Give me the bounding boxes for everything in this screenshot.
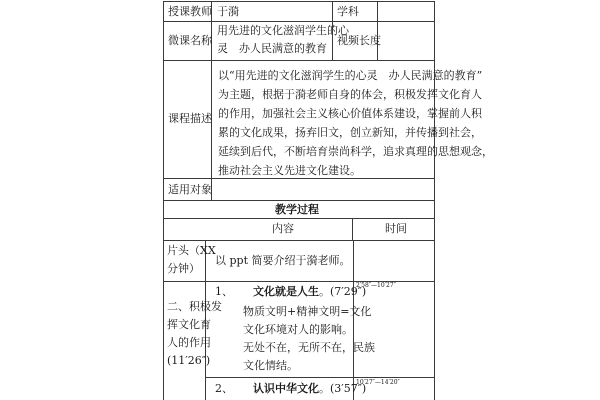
course-name-line1: 用先进的文化滋润学生的心 (217, 24, 349, 37)
item1-time: 2′58″—10′27″ (356, 282, 396, 289)
process-title: 教学过程 (275, 203, 319, 216)
opening-content: 以 ppt 简要介绍于漪老师。 (215, 254, 351, 267)
description-line: 推动社会主义先进文化建设。 (218, 164, 361, 177)
section2-label-line: 人的作用 (167, 336, 211, 349)
description-line: 累的文化成果，扬弃旧文，创立新知，并传播到社会， (218, 126, 482, 139)
item1-number: 1、 (215, 285, 233, 298)
description-line: 为主题，根据于漪老师自身的体会，积极发挥文化育人 (218, 88, 482, 101)
rule-top (163, 1, 435, 2)
course-name-line2: 灵 办人民满意的教育 (217, 42, 327, 55)
teacher-value: 于漪 (217, 5, 239, 18)
video-length-label: 视频长度 (337, 34, 381, 47)
rule-row4 (163, 200, 435, 201)
rule-col-time-header (352, 218, 353, 240)
subject-label: 学科 (337, 5, 359, 18)
item1-heading (253, 285, 366, 299)
description-line: 以“用先进的文化滋润学生的心灵 办人民满意的教育” (218, 69, 483, 82)
item2-heading (253, 382, 366, 396)
content-column-header: 内容 (272, 222, 294, 235)
section2-label-line: 挥文化育 (167, 318, 211, 331)
section2-label-line: 二、积极发 (167, 300, 222, 313)
item2-title: 认识中华文化 (253, 382, 319, 395)
rule-row2 (163, 60, 435, 61)
item1-title: 文化就是人生 (253, 285, 319, 298)
rule-right (434, 1, 435, 400)
item1-body-line: 无处不在，无所不在，民族 (243, 341, 375, 354)
item1-duration: 。(7′29″) (319, 285, 367, 298)
item2-number: 2、 (215, 382, 233, 395)
rule-left (163, 1, 164, 400)
rule-row6 (163, 240, 435, 241)
audience-label: 适用对象 (168, 183, 212, 196)
rule-col-subject-val (377, 1, 378, 60)
item1-body-line: 文化环境对人的影响。 (243, 323, 353, 336)
teacher-label: 授课教师 (168, 5, 212, 18)
item1-body-line: 物质文明+精神文明=文化 (243, 305, 372, 318)
opening-label-line1: 片头（XX (167, 244, 216, 257)
rule-row5 (163, 218, 435, 219)
rule-row1 (163, 21, 435, 22)
item1-body (243, 303, 375, 375)
rule-col1 (211, 1, 212, 200)
description-line: 延续到后代，不断培育崇尚科学，追求真理的思想观念， (218, 145, 493, 158)
description-text (218, 66, 493, 180)
time-column-header: 时间 (385, 222, 407, 235)
section2-label (167, 298, 222, 370)
item2-duration: 。(3′57″) (319, 382, 367, 395)
item2-time: 10′27″—14′20″ (356, 379, 400, 386)
opening-label-line2: 分钟） (167, 262, 200, 275)
section2-label-line: (11′26″) (167, 354, 211, 367)
description-label: 课程描述 (168, 112, 212, 125)
item1-body-line: 文化情结。 (243, 359, 298, 372)
rule-row8 (205, 377, 435, 378)
description-line: 的作用，加强社会主义核心价值体系建设，掌握前人积 (218, 107, 482, 120)
course-name-label: 微课名称 (168, 34, 212, 47)
